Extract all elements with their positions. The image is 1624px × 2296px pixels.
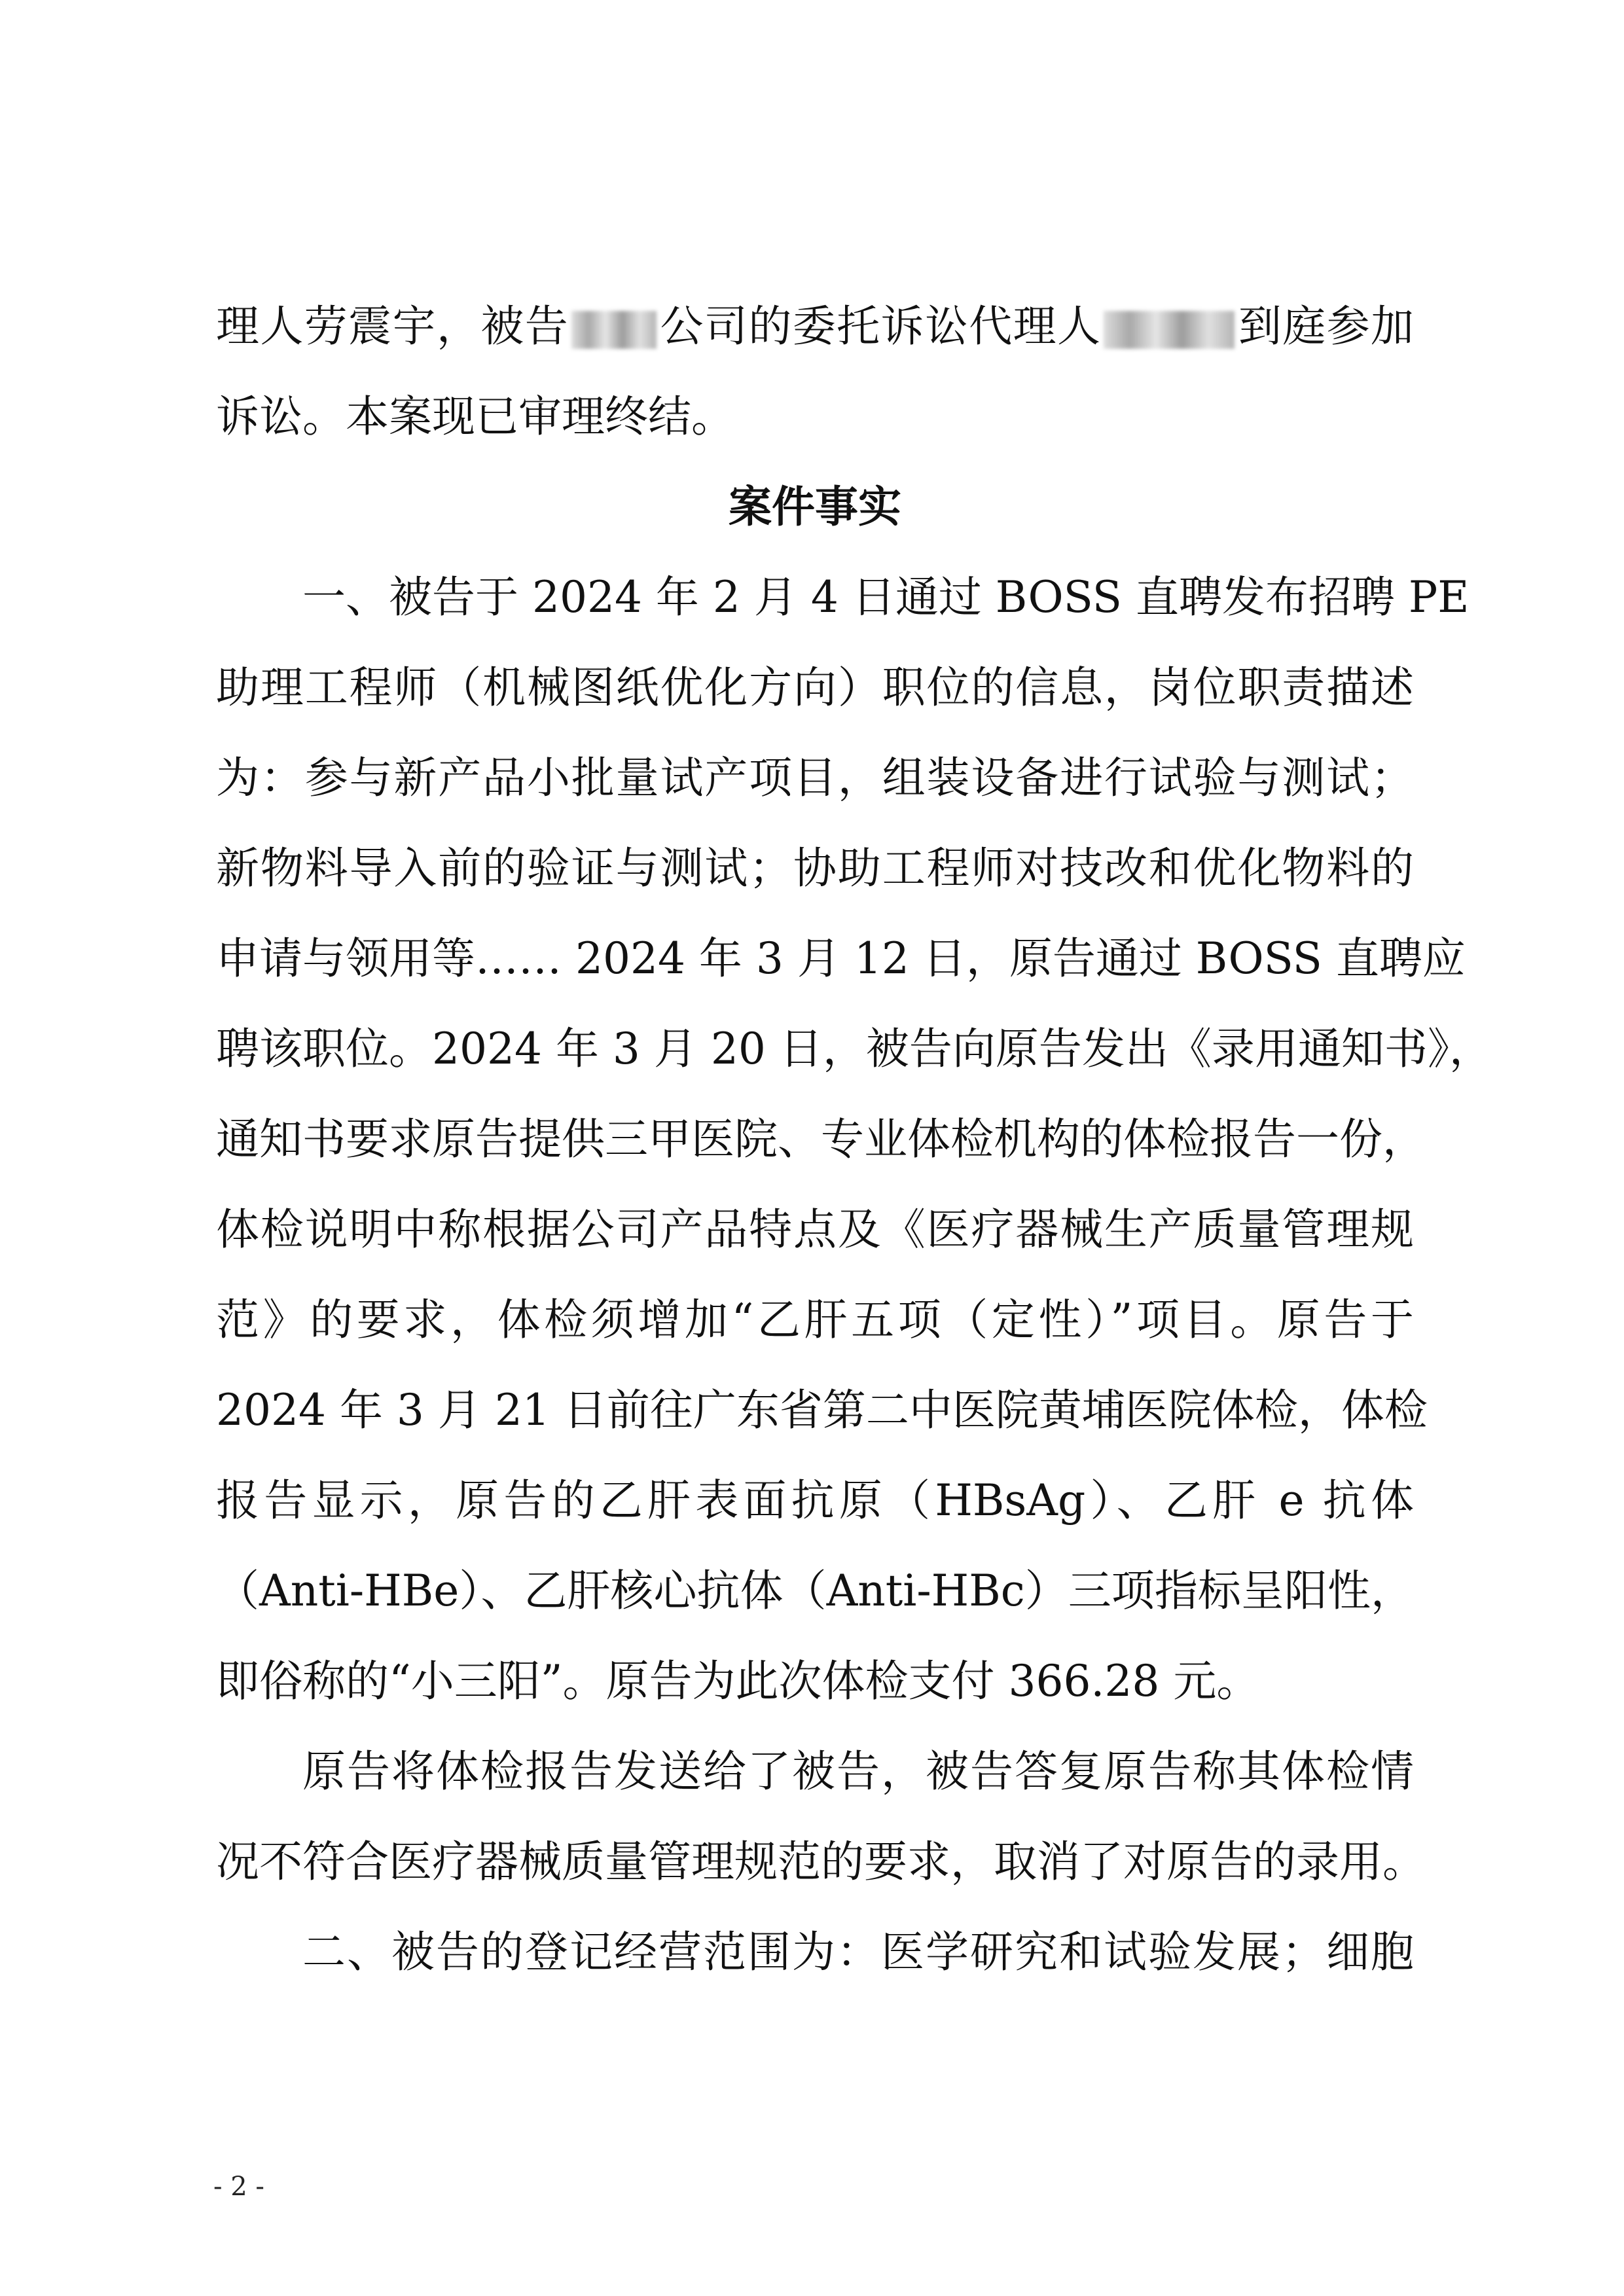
text-line: 报告显示，原告的乙肝表面抗原（HBsAg）、乙肝 e 抗体	[216, 1475, 1414, 1526]
redacted-name-mark	[571, 311, 657, 349]
text-segment: 公司的委托诉讼代理人	[659, 301, 1102, 351]
text-line: （Anti-HBe）、乙肝核心抗体（Anti-HBc）三项指标呈阳性，	[216, 1566, 1414, 1616]
text-line: 申请与领用等…… 2024 年 3 月 12 日，原告通过 BOSS 直聘应	[216, 933, 1466, 984]
document-body	[216, 281, 1492, 1998]
paragraph-first-line: 二、被告的登记经营范围为：医学研究和试验发展；细胞	[302, 1927, 1414, 1977]
text-line: 为：参与新产品小批量试产项目，组装设备进行试验与测试；	[216, 753, 1414, 803]
text-line: 体检说明中称根据公司产品特点及《医疗器械生产质量管理规	[216, 1204, 1414, 1255]
text-line: 助理工程师（机械图纸优化方向）职位的信息，岗位职责描述	[216, 662, 1414, 713]
text-line: 范》的要求，体检须增加“乙肝五项（定性）”项目。原告于	[216, 1295, 1414, 1345]
text-line	[216, 281, 1414, 372]
text-line: 2024 年 3 月 21 日前往广东省第二中医院黄埔医院体检，体检	[216, 1385, 1428, 1435]
text-line: 通知书要求原告提供三甲医院、专业体检机构的体检报告一份，	[216, 1114, 1426, 1164]
text-line: 聘该职位。2024 年 3 月 20 日，被告向原告发出《录用通知书》，	[216, 1024, 1492, 1074]
paragraph-first-line: 一、被告于 2024 年 2 月 4 日通过 BOSS 直聘发布招聘 PE	[302, 572, 1470, 622]
text-segment: 到庭参加	[1237, 301, 1415, 351]
page-number: - 2 -	[213, 2172, 264, 2202]
paragraph-first-line: 原告将体检报告发送给了被告，被告答复原告称其体检情	[302, 1746, 1414, 1797]
section-heading: 案件事实	[729, 482, 901, 532]
text-line: 新物料导入前的验证与测试；协助工程师对技改和优化物料的	[216, 843, 1414, 893]
redacted-name-mark	[1104, 311, 1235, 349]
text-segment: 理人劳震宇，被告	[216, 301, 569, 351]
text-line: 况不符合医疗器械质量管理规范的要求，取消了对原告的录用。	[216, 1837, 1426, 1887]
text-line: 诉讼。本案现已审理终结。	[216, 391, 734, 442]
text-line: 即俗称的“小三阳”。原告为此次体检支付 366.28 元。	[216, 1656, 1260, 1706]
